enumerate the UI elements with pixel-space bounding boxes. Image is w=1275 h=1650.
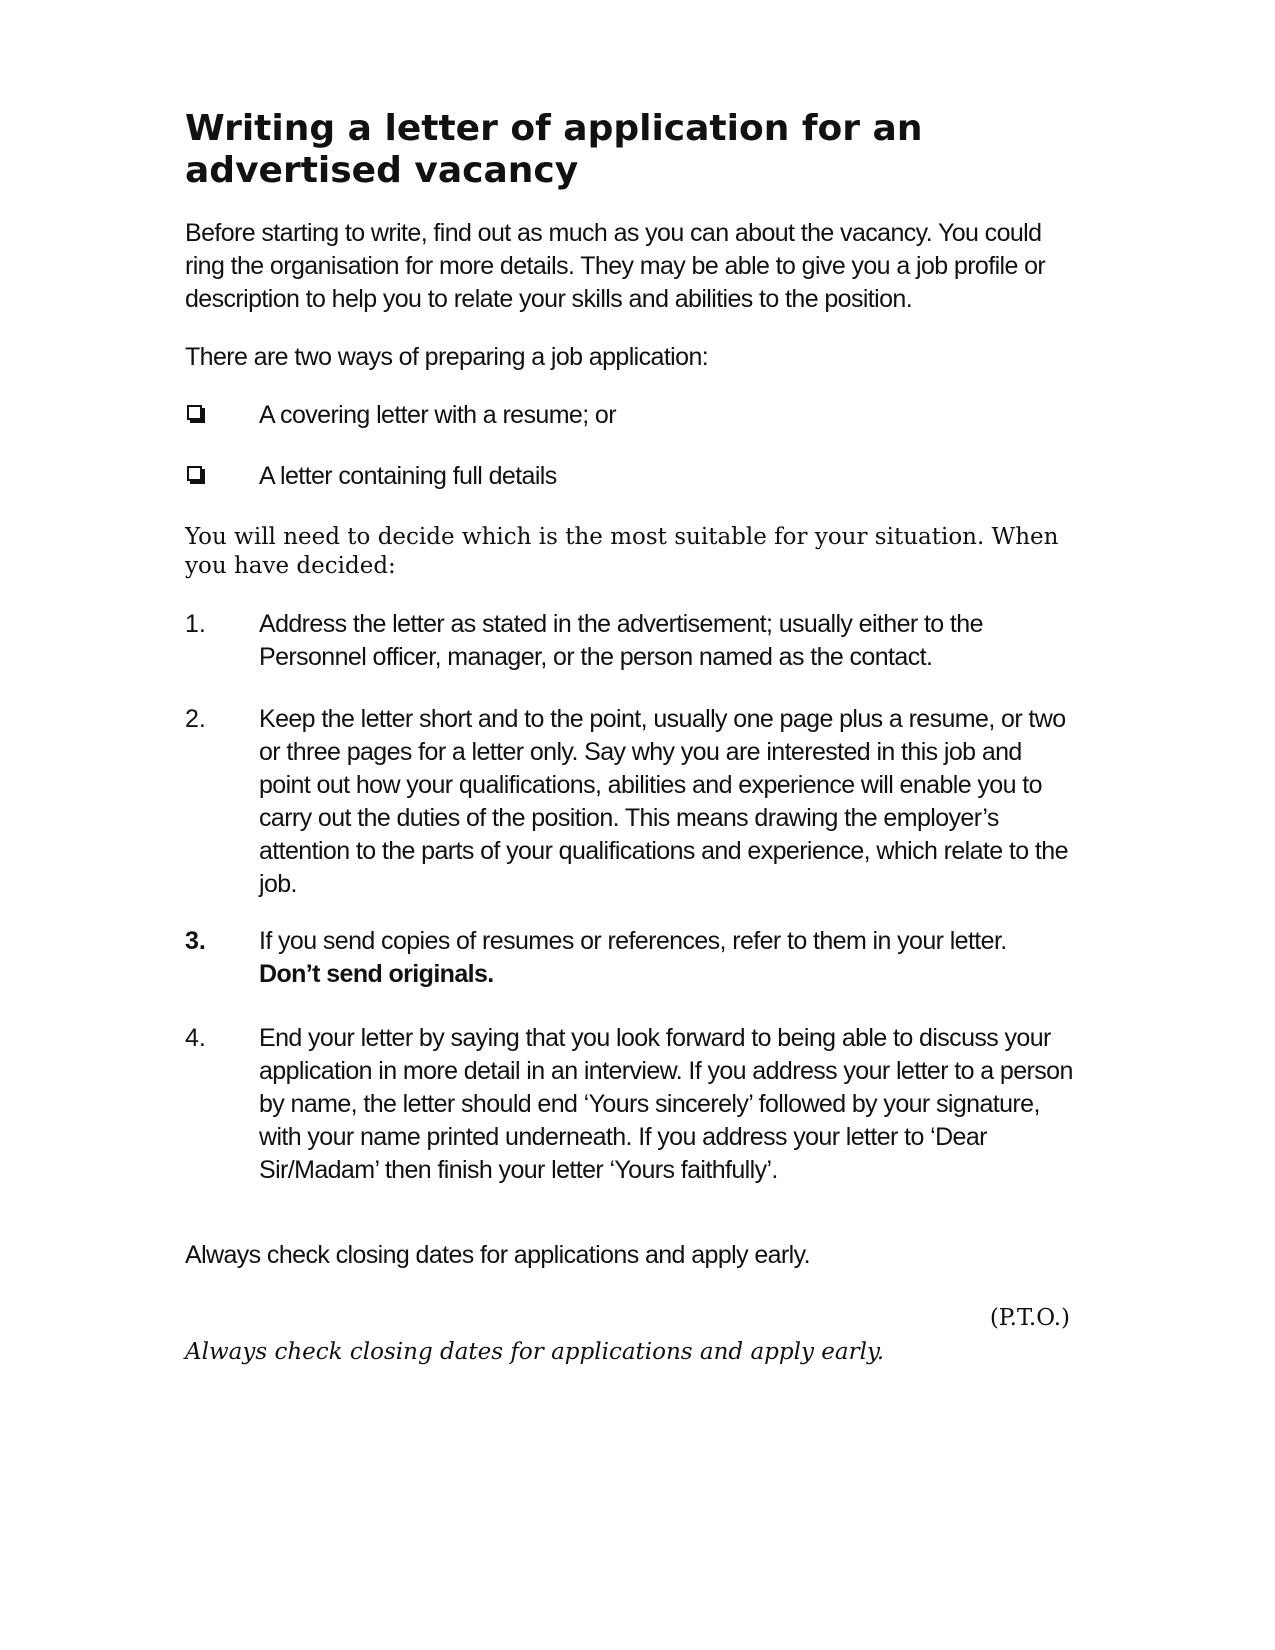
- checkbox-icon: [187, 405, 202, 420]
- step-text: If you send copies of resumes or references, refer to them in your letter.: [259, 927, 1007, 955]
- step-number: 3.: [185, 927, 206, 955]
- step-number: 1.: [185, 610, 206, 638]
- checklist-item-label: A covering letter with a resume; or: [259, 401, 616, 429]
- intro-paragraph: Before starting to write, find out as much as you can about the vacancy. You could ring the organisation for more details. They may be able to give you a job profile or description to help you to relate your skills and abilities to the position.: [185, 219, 1046, 313]
- step-number: 2.: [185, 705, 206, 733]
- page-title: Writing a letter of application for an advertised vacancy: [185, 108, 923, 191]
- checkbox-icon: [187, 466, 202, 481]
- pto-note: (P.T.O.): [989, 1305, 1070, 1331]
- closing-reminder: Always check closing dates for applications and apply early.: [185, 1241, 810, 1269]
- step-text: Keep the letter short and to the point, usually one page plus a resume, or two or three pages for a letter only. Say why you are interested in this job and point out how your qualifications, abilities and experience will enable you to carry out the duties of the position. This means drawing the employer’s attention to the parts of your qualifications and experience, which relate to the job.: [259, 705, 1068, 898]
- step-emphasis: Don’t send originals.: [259, 960, 494, 988]
- checklist-item-covering-letter: [185, 399, 1085, 433]
- checklist-item-label: A letter containing full details: [259, 462, 557, 490]
- step-text-block: [259, 925, 1079, 991]
- step-number: 4.: [185, 1024, 206, 1052]
- step-text: Address the letter as stated in the advertisement; usually either to the Personnel officer, manager, or the person named as the contact.: [259, 610, 983, 671]
- checklist-item-full-details: [185, 460, 1085, 494]
- italic-reminder: Always check closing dates for applications and apply early.: [185, 1339, 885, 1365]
- decide-paragraph: You will need to decide which is the most suitable for your situation. When you have decided:: [185, 524, 1059, 579]
- ways-intro-paragraph: There are two ways of preparing a job application:: [185, 343, 709, 371]
- step-text: End your letter by saying that you look forward to being able to discuss your application in more detail in an interview. If you address your letter to a person by name, the letter should end ‘Yours sincerely’ followed by your signature, with your name printed underneath. If you address your letter to ‘Dear Sir/Madam’ then finish your letter ‘Yours faithfully’.: [259, 1024, 1073, 1184]
